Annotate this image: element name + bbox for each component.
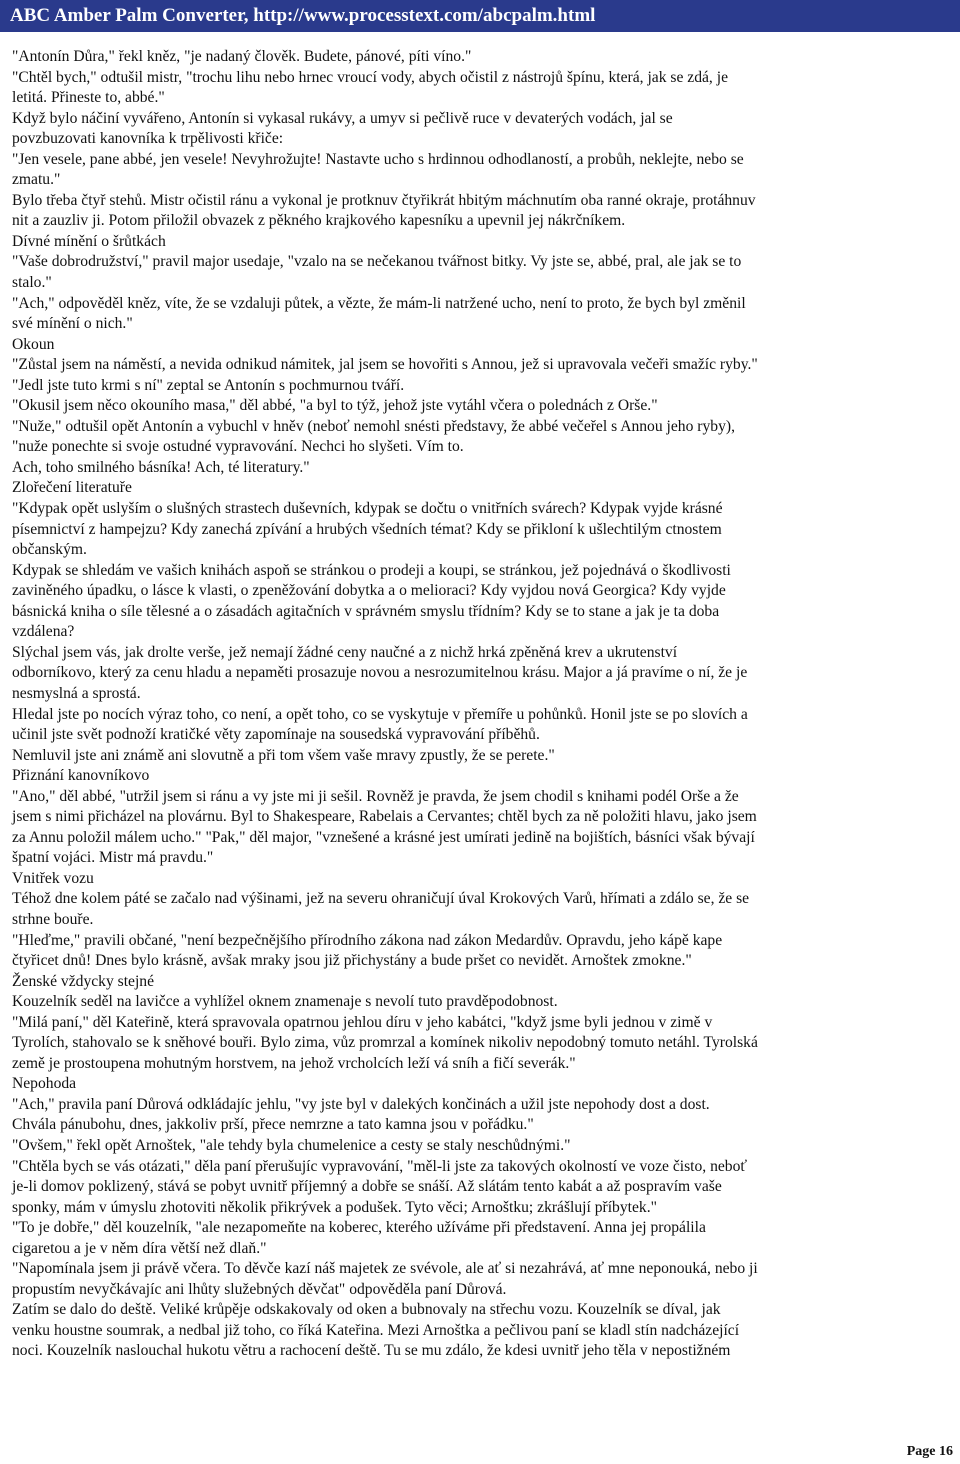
text-line: Chvála pánubohu, dnes, jakkoliv prší, přece nemrzne a tato kamna jsou v pořádku." — [12, 1116, 534, 1134]
text-line: Nemluvil jste ani známě ani slovutně a při tom všem vaše mravy zpustly, že se perete." — [12, 746, 555, 764]
text-line: nesmyslná a sprostá. — [12, 684, 141, 702]
text-line: Zatím se dalo do deště. Veliké krůpěje odskakovaly od oken a bubnovaly na střechu vozu. Kouzelník se díval, jak — [12, 1301, 721, 1319]
text-line: Hledal jste po nocích výraz toho, co není, a opět toho, co se vyskytuje v přemíře u pohůnků. Honil jste se po slovích a — [12, 705, 748, 723]
text-line: své mínění o nich." — [12, 315, 133, 333]
text-line: "Vaše dobrodružství," pravil major usedaje, "vzalo na se nečekanou tvářnost bitky. Vy jste se, abbé, pral, ale jak se to — [12, 253, 742, 271]
converter-header-title: ABC Amber Palm Converter, http://www.processtext.com/abcpalm.html — [10, 5, 596, 26]
text-line: "Milá paní," děl Kateřině, která spravovala opatrnou jehlou díru v jeho kabátci, "když jsme byli jednou v zimě v — [12, 1013, 713, 1031]
text-line: letitá. Přineste to, abbé." — [12, 89, 165, 107]
text-line: sponky, mám v úmyslu zhotoviti několik přikrývek a podušek. Tyto věci; Arnoštku; zkrášlují příbytek." — [12, 1198, 657, 1216]
text-line: Vnitřek vozu — [12, 869, 94, 887]
text-line: venku houstne soumrak, a nedbal již toho, co říká Kateřina. Mezi Arnoštka a pečlivou paní se kladl stín nadcházející — [12, 1321, 740, 1339]
text-line: "Chtěla bych se vás otázati," děla paní přerušujíc vypravování, "měl-li jste za takových okolností ve voze čisto, neboť — [12, 1157, 748, 1175]
text-line: Dívné mínění o šrůtkách — [12, 232, 166, 250]
text-line: povzbuzovati kanovníka k trpělivosti křiče: — [12, 130, 284, 148]
text-line: Téhož dne kolem páté se začalo nad výšinami, jež na severu ohraničují úval Krokových Varů, hřímati a zdálo se, že se — [12, 890, 750, 908]
text-line: "Zůstal jsem na náměstí, a nevida odnikud námitek, jal jsem se hovořiti s Annou, jež si upravovala večeři smažíc ryby." — [12, 356, 758, 374]
text-line: "Jedl jste tuto krmi s ní" zeptal se Antonín s pochmurnou tváří. — [12, 376, 405, 394]
text-line: je-li domov poklizený, stává se pobyt uvnitř příjemný a dobře se snáší. Až slátám tento kabát a až pospravím vaše — [12, 1178, 722, 1196]
text-line: Když bylo náčiní vyvářeno, Antonín si vykasal rukávy, a umyv si pečlivě ruce v devaterých vodách, jal se — [12, 109, 673, 127]
text-line: nit a zauzliv ji. Potom přiložil obvazek z pěkného krajkového kapesníku a upevnil jej nákrčníkem. — [12, 212, 626, 230]
text-line: "Ach," pravila paní Důrová odkládajíc jehlu, "vy jste byl v dalekých končinách a užil jste nepohody dost a dost. — [12, 1095, 710, 1113]
text-line: propustím nevyčkávajíc ani lhůty služebných děvčat" odpověděla paní Důrová. — [12, 1280, 507, 1298]
text-line: Kdypak se shledám ve vašich knihách aspoň se stránkou o prodeji a koupi, se stránkou, jež pojednává o škodlivosti — [12, 561, 731, 579]
document-body — [12, 47, 942, 1362]
text-line: Bylo třeba čtyř stehů. Mistr očistil ránu a vykonal je protknuv čtyřikrát hbitým máchnutím oba ranné okraje, protáhnuv — [12, 191, 756, 209]
text-line: "To je dobře," děl kouzelník, "ale nezapomeňte na koberec, kterého užíváme při představení. Anna jej propálila — [12, 1219, 706, 1237]
text-line: občanským. — [12, 541, 87, 559]
text-line: zaviněného úpadku, o lásce k vlasti, o zpeněžování dobytka a o melioraci? Kdy vyjdou nová Georgica? Kdy vyjde — [12, 582, 726, 600]
text-line: odborníkovo, který za cenu hladu a nepaměti prosazuje novou a nesrozumitelnou krásu. Major a já pravíme o ní, že je — [12, 664, 748, 682]
text-line: za Annu položil málem ucho." "Pak," děl major, "vznešené a krásné jest umírati jedině na bojištích, básníci však bývají — [12, 828, 755, 846]
text-line: Nepohoda — [12, 1075, 77, 1093]
text-line: Ženské vždycky stejné — [12, 972, 155, 990]
text-line: čtyřicet dnů! Dnes bylo krásně, avšak mraky jsou již přichystány a bude pršet co nevidět. Arnoštek zmokne." — [12, 952, 692, 970]
text-line: jsem s nimi přicházel na plovárnu. Byl to Shakespeare, Rabelais a Cervantes; chtěl bych za ně položiti hlavu, jako jsem — [12, 808, 757, 826]
text-line: Tyrolích, stahovalo se k sněhové bouři. Bylo zima, vůz promrzal a komínek nikoliv nepodobný tomuto netáhl. Tyrolská — [12, 1034, 758, 1052]
text-line: Okoun — [12, 335, 55, 353]
page-number: Page 16 — [906, 1444, 953, 1459]
text-line: Přiznání kanovníkovo — [12, 767, 150, 785]
text-line: písemnictví z hampejzu? Kdy zanechá zpívání a hrubých všedních témat? Kdy se přikloní k ušlechtilým ctnostem — [12, 520, 722, 538]
text-line: cigaretou a je v něm díra větší než dlaň." — [12, 1239, 267, 1257]
text-line: "Chtěl bych," odtušil mistr, "trochu lihu nebo hrnec vroucí vody, abych očistil z nástrojů špínu, která, jak se zdá, je — [12, 68, 728, 86]
text-line: "Ovšem," řekl opět Arnoštek, "ale tehdy byla chumelenice a cesty se staly neschůdnými." — [12, 1136, 571, 1154]
text-line: "Ach," odpověděl kněz, víte, že se vzdaluji půtek, a vězte, že mám-li natržené ucho, není to proto, že bych byl změnil — [12, 294, 746, 312]
text-line: Ach, toho smilného básníka! Ach, té literatury." — [12, 458, 310, 476]
text-line: "Antonín Důra," řekl kněz, "je nadaný člověk. Budete, pánové, píti víno." — [12, 48, 472, 65]
text-line: vzdálena? — [12, 623, 75, 641]
text-line: Zlořečení literatuře — [12, 479, 132, 497]
text-line: země je prostoupena mohutným horstvem, na jehož vrcholcích leží vá sníh a fičí severák." — [12, 1054, 576, 1072]
text-line: "Ano," děl abbé, "utržil jsem si ránu a vy jste mi ji sešil. Rovněž je pravda, že jsem chodil s knihami podél Orše a že — [12, 787, 739, 805]
text-line: zmatu." — [12, 171, 61, 189]
text-line: Kouzelník seděl na lavičce a vyhlížel oknem znamenaje s nevolí tuto pravděpodobnost. — [12, 993, 558, 1011]
text-line: "Nuže," odtušil opět Antonín a vybuchl v hněv (neboť nemohl snésti představy, že abbé večeřel s Annou jeho ryby), — [12, 417, 735, 435]
text-line: špatní vojáci. Mistr má pravdu." — [12, 849, 214, 867]
text-line: noci. Kouzelník naslouchal hukotu větru a rachocení deště. Tu se mu zdálo, že kdesi uvnitř jeho těla v nepostižném — [12, 1342, 731, 1360]
text-line: "nuže ponechte si svoje ostudné vypravování. Nechci ho slyšeti. Vím to. — [12, 438, 464, 456]
text-line: "Napomínala jsem ji právě včera. To děvče kazí náš majetek ze svévole, ale ať si nezahrává, ať mne neponouká, nebo ji — [12, 1260, 758, 1278]
text-line: "Okusil jsem něco okouního masa," děl abbé, "a byl to týž, jehož jste vytáhl včera o polednách z Orše." — [12, 397, 658, 415]
text-line: "Kdypak opět uslyším o slušných strastech duševních, kdypak se dočtu o vnitřních svárech? Kdypak vyjde krásné — [12, 500, 723, 518]
text-line: učinil jste svět podnoží kratičké věty zapomínaje na sousedská vypravování příběhů. — [12, 726, 540, 744]
text-line: strhne bouře. — [12, 910, 94, 928]
text-line: stalo." — [12, 274, 52, 292]
text-line: básnická kniha o síle tělesné a o zásadách agitačních v správném smyslu třídním? Kdy se to stane a jak je ta doba — [12, 602, 720, 620]
text-line: Slýchal jsem vás, jak drolte verše, jež nemají žádné ceny naučné a z nichž hrká zpěněná krev a ukrutenství — [12, 643, 678, 661]
text-line: "Hleďme," pravili občané, "není bezpečnějšího přírodního zákona nad zákon Medardův. Opravdu, jeho kápě kape — [12, 931, 723, 949]
text-line: "Jen vesele, pane abbé, jen vesele! Nevyhrožujte! Nastavte ucho s hrdinnou odhodlaností, a probůh, neklejte, nebo se — [12, 150, 744, 168]
